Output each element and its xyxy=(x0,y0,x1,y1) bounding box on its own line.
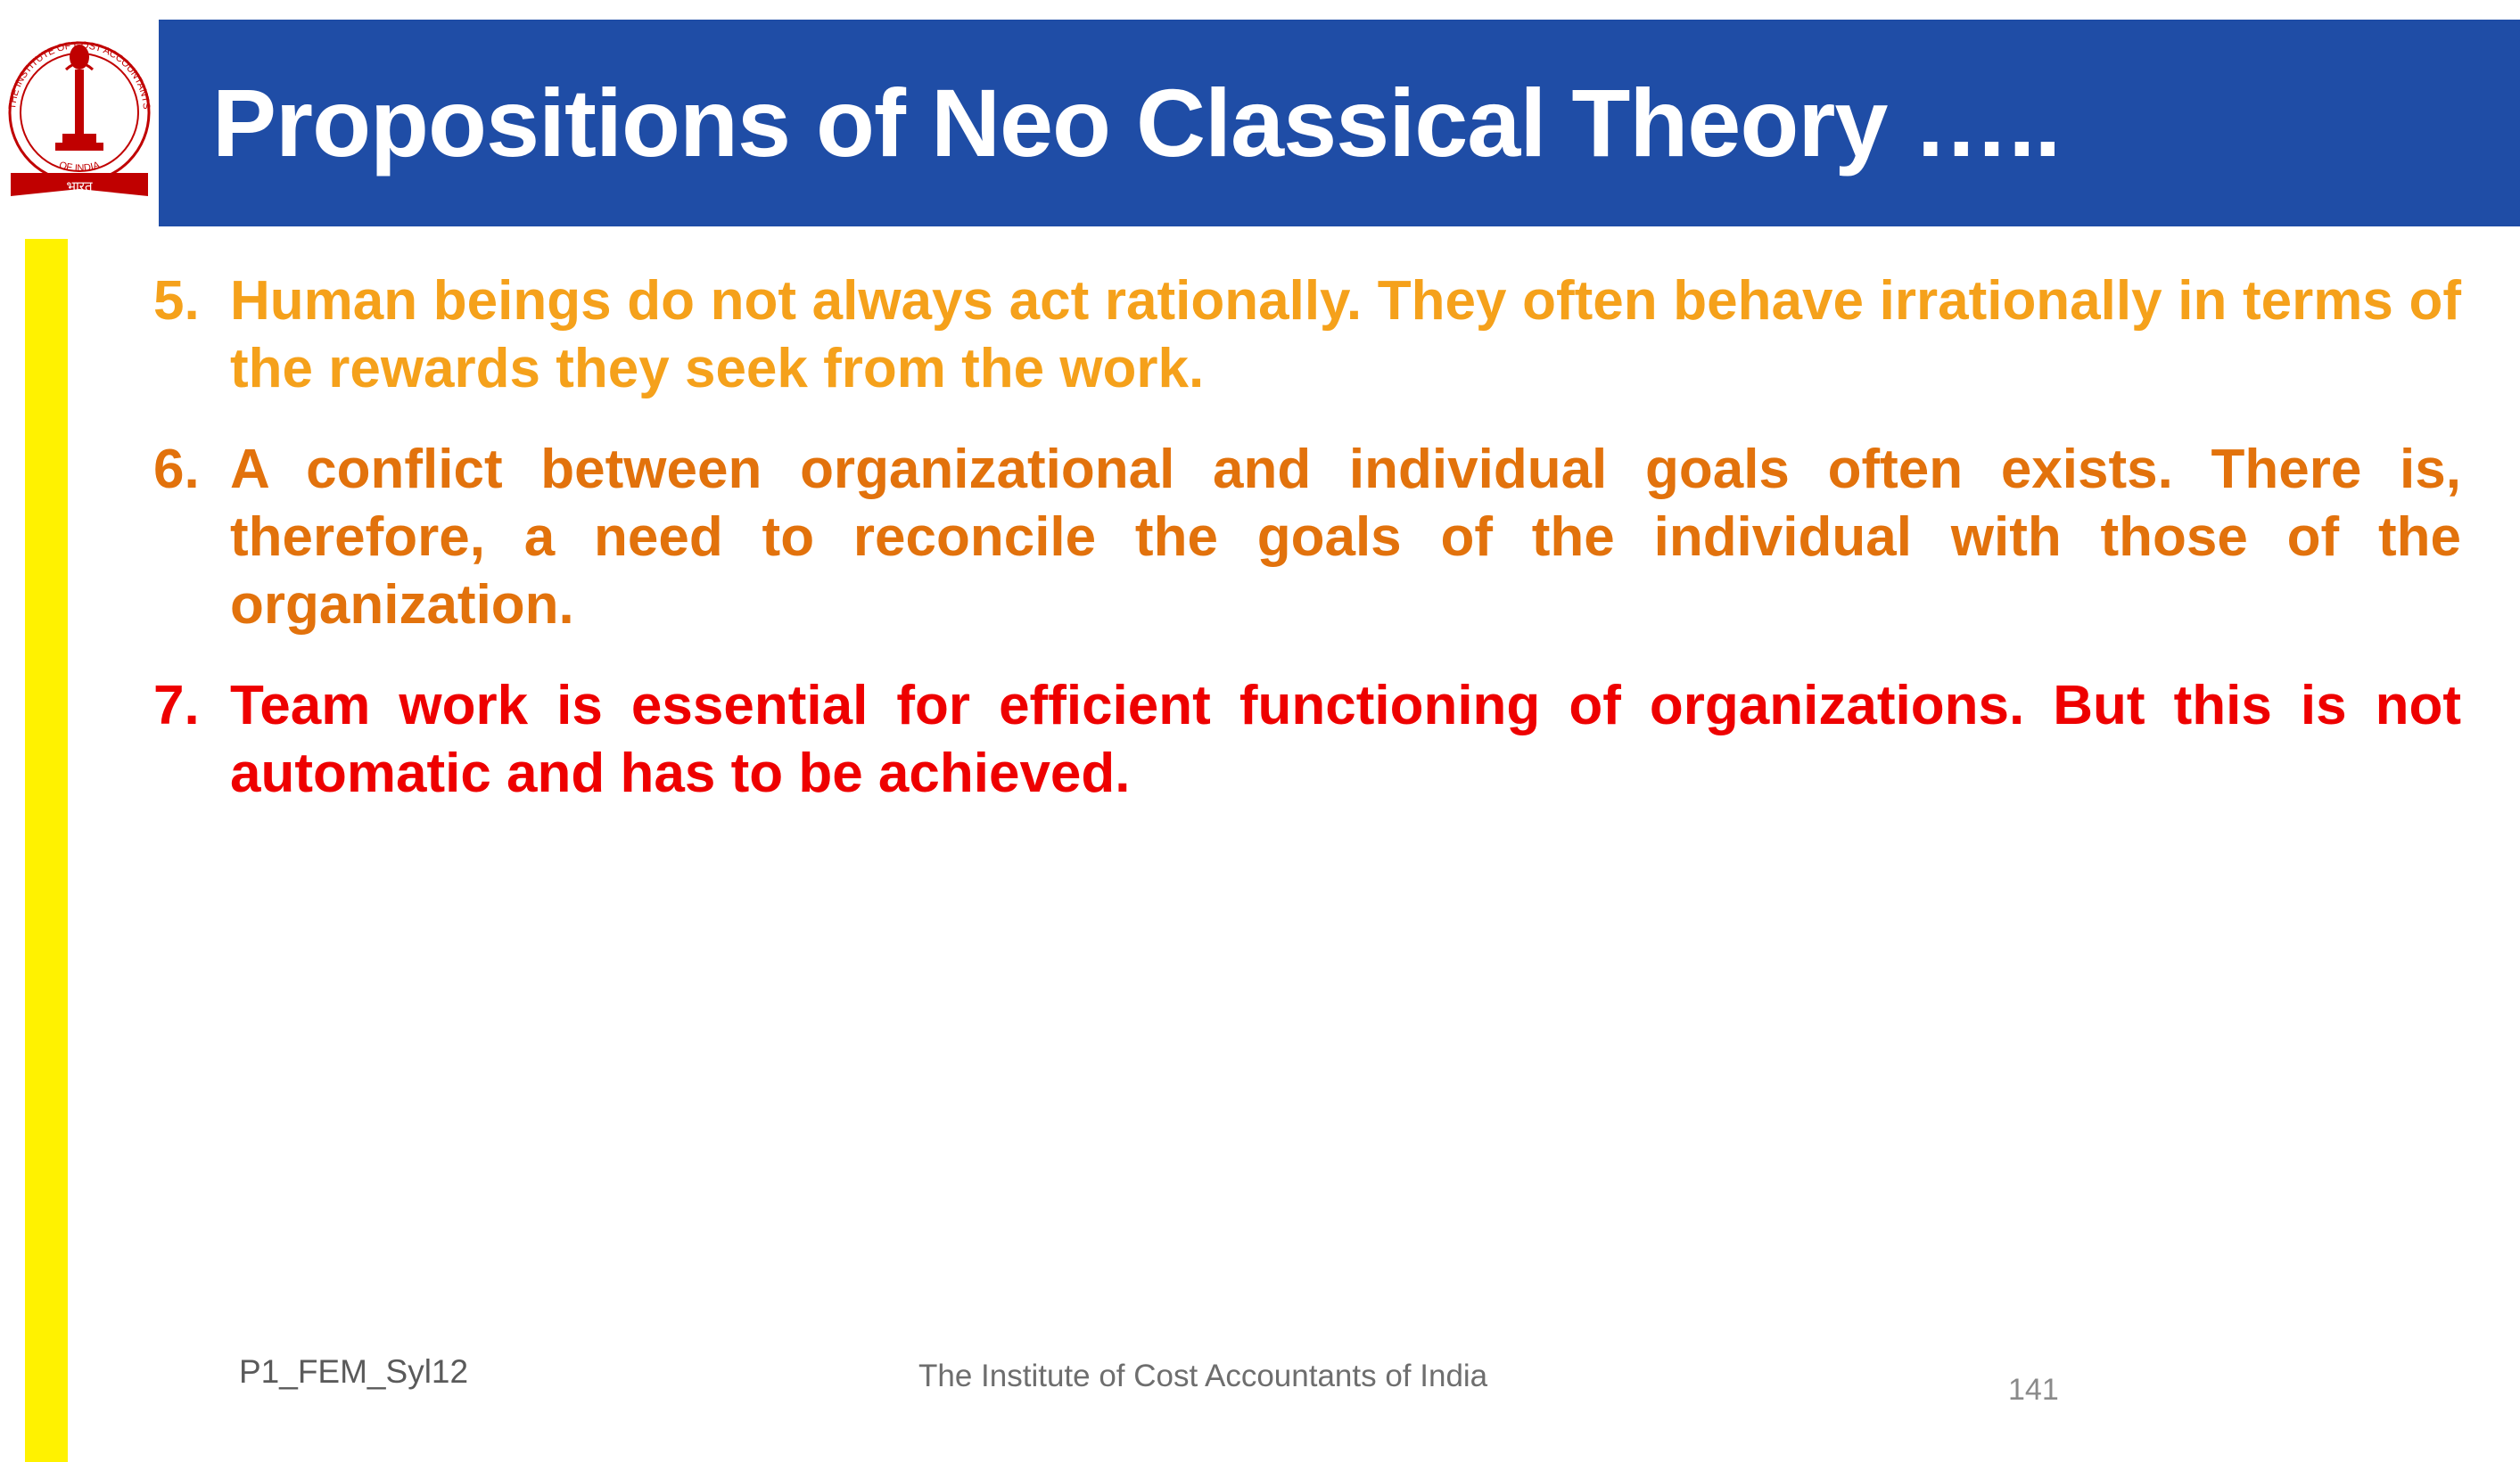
list-item-number: 7. xyxy=(153,675,200,737)
institute-seal-icon xyxy=(4,5,155,234)
footer-institute-name: The Institute of Cost Accountants of India xyxy=(918,1359,1488,1393)
svg-text:OF INDIA: OF INDIA xyxy=(57,160,102,175)
list-item xyxy=(134,436,2479,638)
list-item-text: Human beings do not always act rationally. They often behave irrationally in terms of the rewards they seek from the work. xyxy=(230,270,2461,399)
list-item-number: 6. xyxy=(153,439,200,501)
list-item-number: 5. xyxy=(153,270,200,332)
svg-text:THE INSTITUTE OF COST ACCOUNTA: THE INSTITUTE OF COST ACCOUNTANTS xyxy=(7,39,152,111)
left-accent-strip xyxy=(25,239,68,1462)
slide-header-bar xyxy=(159,20,2520,226)
list-item-text: A conflict between organizational and individual goals often exists. There is, therefore, a need to reconcile the goals of the individual with those of the organization. xyxy=(230,439,2461,636)
page-title: Propositions of Neo Classical Theory ….. xyxy=(212,69,2061,177)
list-item xyxy=(134,267,2479,402)
footer-page-number: 141 xyxy=(2008,1373,2059,1407)
slide-body xyxy=(134,267,2479,841)
list-item xyxy=(134,672,2479,807)
footer-course-code: P1_FEM_Syl12 xyxy=(239,1353,469,1390)
logo xyxy=(0,0,159,239)
list-item-text: Team work is essential for efficient functioning of organizations. But this is not automatic and has to be achieved. xyxy=(230,675,2461,804)
svg-text:भारत: भारत xyxy=(66,179,93,194)
